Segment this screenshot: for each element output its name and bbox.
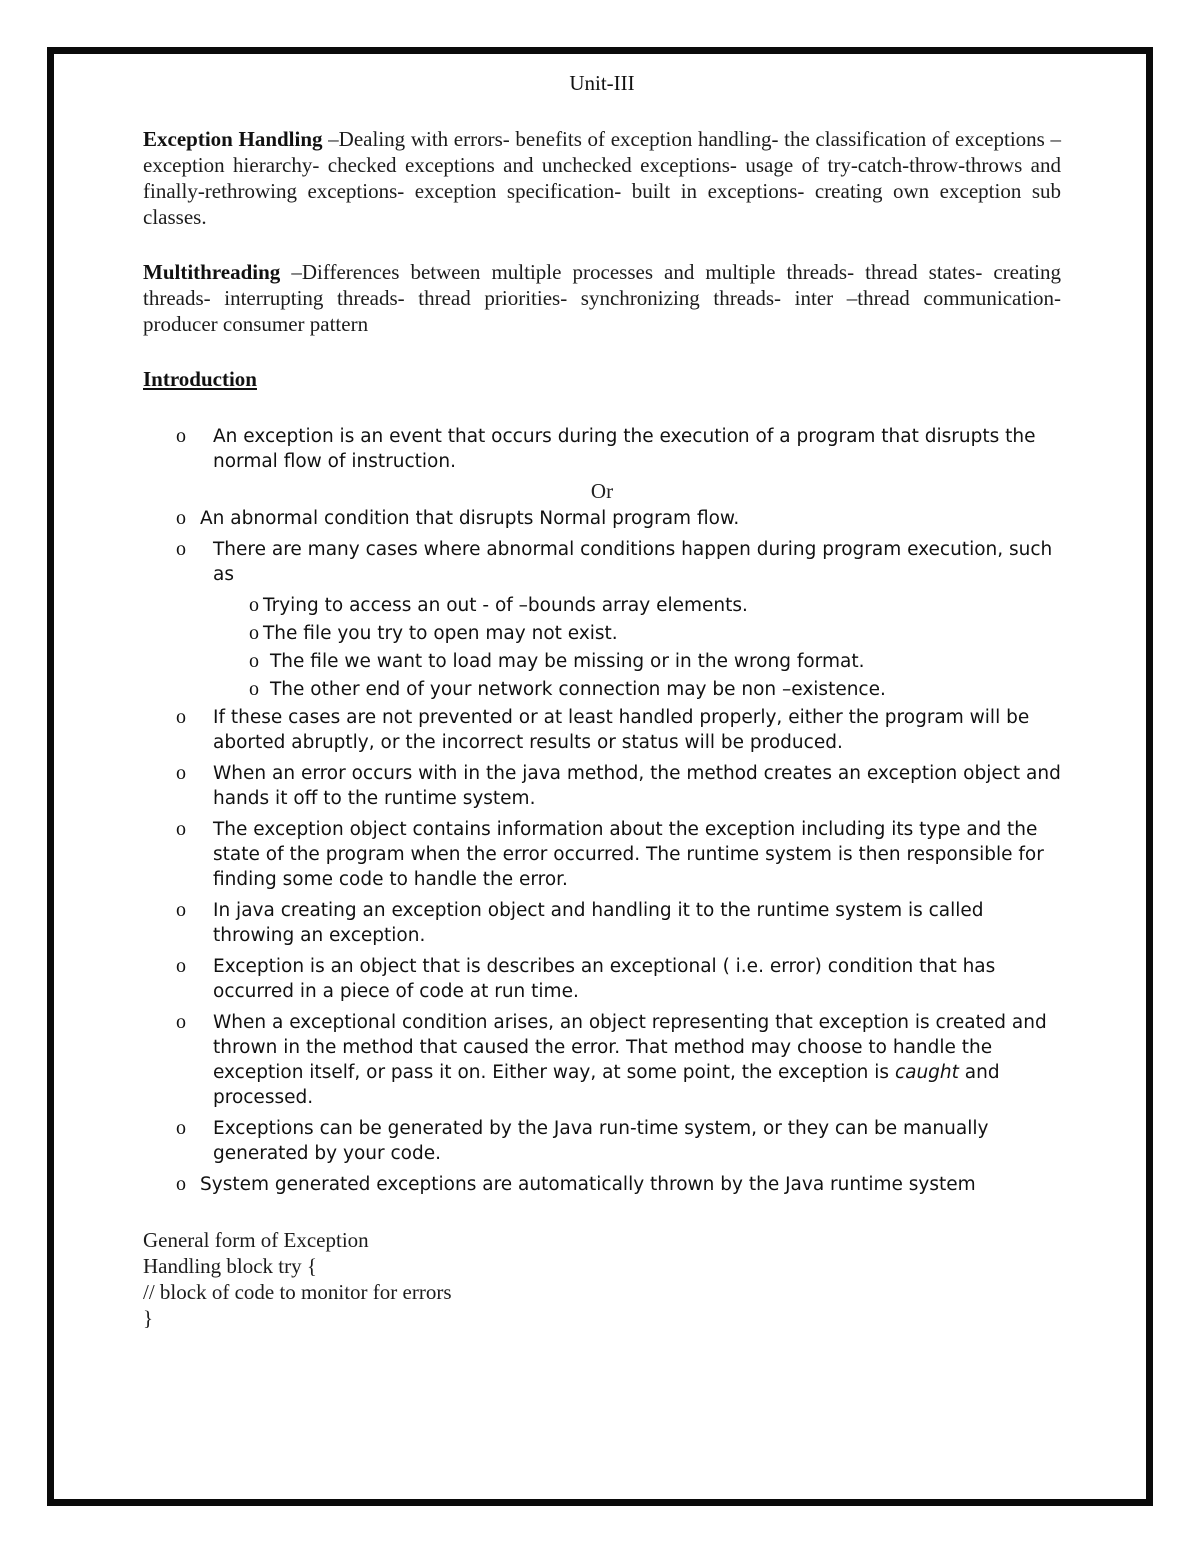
list-item: [143, 761, 1061, 811]
list-item: [143, 424, 1061, 474]
sub-list-item: [143, 677, 1061, 702]
list-item-text: If these cases are not prevented or at least handled properly, either the program will be aborted abruptly, or the incorrect results or status will be produced.: [213, 707, 1030, 753]
list-item-text: The exception object contains information about the exception including its type and the state of the program when the error occurred. The runtime system is then responsible for finding some code to handle the error.: [213, 819, 1044, 890]
bullet-icon: o: [176, 818, 186, 840]
sub-list-item: [143, 621, 1061, 646]
abnormal-cases-sublist: [143, 593, 1061, 702]
exception-handling-label: Exception Handling: [143, 127, 323, 151]
code-line: General form of Exception: [143, 1228, 369, 1252]
code-line: }: [143, 1306, 154, 1330]
list-item: [143, 954, 1061, 1004]
bullet-icon: o: [176, 1011, 186, 1033]
list-item: [143, 705, 1061, 755]
bullet-icon: o: [176, 762, 186, 784]
multithreading-syllabus: [143, 259, 1061, 337]
multithreading-label: Multithreading: [143, 260, 281, 284]
bullet-icon: o: [176, 507, 186, 529]
exception-handling-text: –Dealing with errors- benefits of exception handling- the classification of exceptions –exception hierarchy- checked exceptions and unchecked exceptions- usage of try-catch-throw-throws and finally-rethrowing exceptions- exception specification- built in exceptions- creating own exception sub classes.: [143, 127, 1061, 229]
list-item: [143, 506, 1061, 531]
list-item: [143, 1116, 1061, 1166]
sub-list-item-text: The other end of your network connection may be non –existence.: [270, 679, 886, 700]
list-item: [143, 1172, 1061, 1197]
intro-list: [143, 424, 1061, 1197]
sub-list-item-text: The file you try to open may not exist.: [263, 623, 618, 644]
multithreading-text: –Differences between multiple processes and multiple threads- thread states- creating threads- interrupting threads- thread priorities- synchronizing threads- inter –thread communication- producer consumer pattern: [143, 260, 1061, 336]
list-item-text: An abnormal condition that disrupts Normal program flow.: [200, 508, 740, 529]
list-item-text: Exceptions can be generated by the Java run-time system, or they can be manually generated by your code.: [213, 1118, 989, 1164]
bullet-icon: o: [176, 538, 186, 560]
list-item-text-part: and processed.: [213, 1062, 1000, 1108]
sub-list-item: [143, 593, 1061, 618]
list-item: [143, 898, 1061, 948]
bullet-icon: o: [249, 594, 259, 616]
list-item-text: Exception is an object that is describes an exceptional ( i.e. error) condition that has occurred in a piece of code at run time.: [213, 956, 996, 1002]
list-item: [143, 817, 1061, 892]
list-item: [143, 1010, 1061, 1110]
emphasis-caught: caught: [894, 1062, 959, 1083]
sub-list-item: [143, 649, 1061, 674]
document-body: [143, 70, 1061, 1331]
sub-list-item-text: The file we want to load may be missing or in the wrong format.: [270, 651, 865, 672]
bullet-icon: o: [176, 1117, 186, 1139]
section-heading-introduction: Introduction: [143, 367, 257, 391]
exception-handling-syllabus: [143, 126, 1061, 230]
bullet-icon: o: [176, 1173, 186, 1195]
code-line: // block of code to monitor for errors: [143, 1280, 452, 1304]
bullet-icon: o: [249, 650, 259, 672]
bullet-icon: o: [176, 706, 186, 728]
general-form-block: [143, 1227, 1061, 1331]
bullet-icon: o: [176, 955, 186, 977]
or-separator: Or: [590, 479, 614, 503]
list-item-text-part: When a exceptional condition arises, an object representing that exception is created and thrown in the method that caused the error. That method may choose to handle the exception itself, or pass it on. Either way, at some point, the exception is: [213, 1012, 1047, 1083]
bullet-icon: o: [176, 899, 186, 921]
list-item-text: In java creating an exception object and handling it to the runtime system is called throwing an exception.: [213, 900, 984, 946]
bullet-icon: o: [176, 425, 186, 447]
list-item-text: An exception is an event that occurs during the execution of a program that disrupts the normal flow of instruction.: [213, 426, 1036, 472]
bullet-icon: o: [249, 622, 259, 644]
page-title: Unit-III: [569, 71, 635, 95]
list-item-text: System generated exceptions are automatically thrown by the Java runtime system: [200, 1174, 976, 1195]
list-item-text: When an error occurs with in the java method, the method creates an exception object and hands it off to the runtime system.: [213, 763, 1061, 809]
sub-list-item-text: Trying to access an out - of –bounds array elements.: [263, 595, 748, 616]
code-line: Handling block try {: [143, 1254, 317, 1278]
list-item-text: There are many cases where abnormal conditions happen during program execution, such as: [213, 539, 1053, 585]
list-item-text: [213, 1012, 1047, 1108]
list-item: [143, 537, 1061, 587]
bullet-icon: o: [249, 678, 259, 700]
